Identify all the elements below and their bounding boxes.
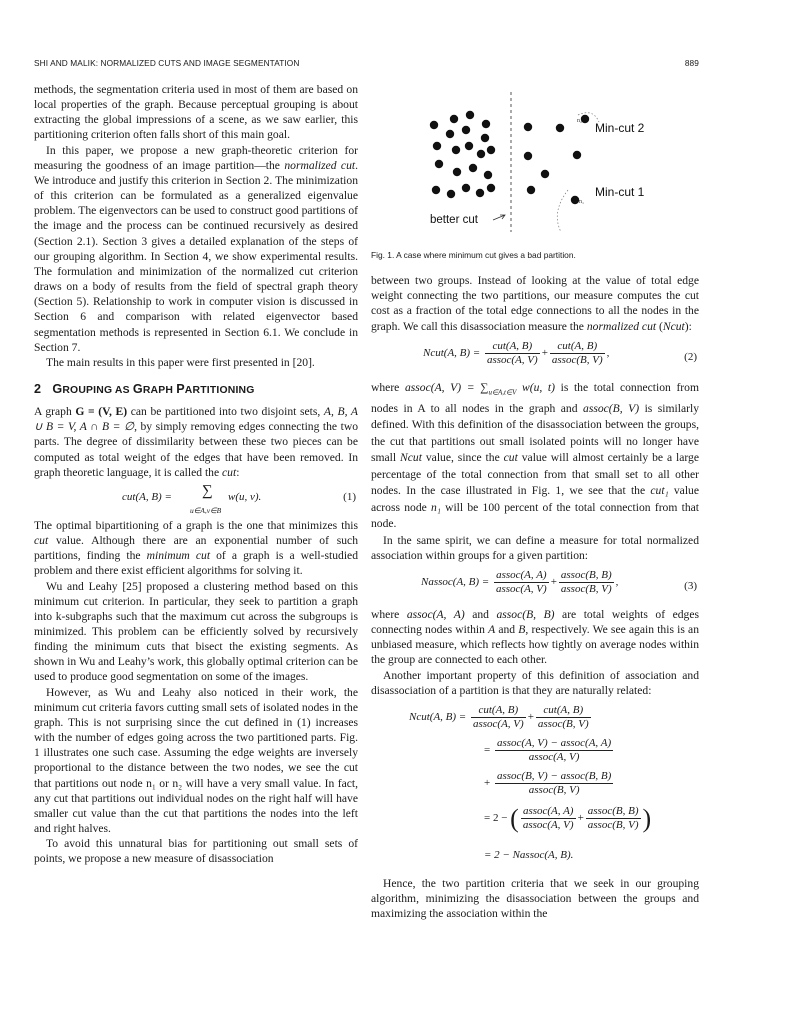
paragraph: To avoid this unnatural bias for partitioning out small sets of points, we propose a new measure of disassociation — [34, 837, 358, 866]
paragraph: In the same spirit, we can define a measure for total normalized association within groups for a given partition: — [371, 533, 699, 562]
min-cut-1-line — [557, 190, 568, 232]
section-heading: 2 GROUPING AS GRAPH PARTITIONING — [34, 381, 255, 396]
right-column — [371, 82, 699, 921]
figure-1 — [371, 82, 699, 242]
n1-label: n₁ — [579, 199, 585, 205]
paragraph: where assoc(A, A) and assoc(B, B) are total weights of edges connecting nodes within A and B, respectively. We see again this is an unbiased measure, which reflects how tightly on average nodes within the group are connected to each other. — [371, 607, 699, 667]
n2-label: n₂ — [577, 118, 583, 124]
paragraph: Wu and Leahy [25] proposed a clustering method based on this minimum cut criterion. In particular, they seek to partition a graph into k-subgraphs such that the maximum cut across the subgroups is minimized. This problem can be efficiently solved by recursively finding the minimum cuts that bisect the existing segments. As shown in Wu and Leahy’s work, this globally optimal criterion can be used to produce good segmentation on some of the images. — [34, 579, 358, 684]
right-node-cluster — [524, 115, 589, 204]
page-number: 889 — [684, 58, 699, 68]
paragraph: methods, the segmentation criteria used in most of them are based on local properties of the graph. Because perceptual grouping is about extracting the global impressions of a scene, as we saw earlier, this partitioning criterion often falls short of this main goal. — [34, 83, 358, 142]
paragraph: In this paper, we propose a new graph-theoretic criterion for measuring the goodness of an image partition—the normalized cut. We introduce and justify this criterion in Section 2. The minimization of this criterion can be formulated as a generalized eigenvalue problem. The eigenvectors can be used to construct good partitions of the image and the process can be continued recursively as desired (Section 2.1). Section 3 gives a detailed explanation of the steps of our grouping algorithm. In Section 4, we show experimental results. The formulation and minimization of the normalized cut criterion draws on a body of results from the field of spectral graph theory (Section 5). Relationship to work in computer vision is discussed in Section 6 and comparison with related eigenvector based segmentation methods is represented in Section 6.1. We conclude in Section 7. — [34, 143, 358, 354]
paragraph: The optimal bipartitioning of a graph is the one that minimizes this cut value. Although there are an exponential number of such partitions, finding the minimum cut of a graph is a well-studied problem and there exist efficient algorithms for solving it. — [34, 518, 358, 578]
paragraph: between two groups. Instead of looking at the value of total edge weight connecting the two partitions, our measure computes the cut cost as a fraction of the total edge connections to all the nodes in the graph. We call this disassociation measure the normalized cut (Ncut): — [371, 274, 699, 333]
derivation: Ncut(A, B) = $\frac{\text{cut(A, B)}}{\text{assoc(A, V)}}$ + $\frac{\text{cut(A, B)}}{\text{assoc(B, V)}}$ = $\frac{\text{assoc(A, V) − assoc(A, A)}}{\text{assoc(A, V)}}$ + $\frac{\text{assoc(B, V) − assoc(B, B)}}{\text{assoc(B, V)}}$ = 2 − ( $\frac{\text{assoc(A, A)}}{\text{assoc(A, V)}}$ + $\frac{\text{assoc(B, B)}}{\text{assoc(B, V)}}$ ) = 2 − Nassoc(A, B). — [409, 703, 652, 861]
running-head: SHI AND MALIK: NORMALIZED CUTS AND IMAGE SEGMENTATION — [34, 58, 300, 68]
better-cut-label: better cut — [430, 214, 478, 226]
equation-3: Nassoc(A, B) = $\frac{\text{assoc(A, A)}}{\text{assoc(A, V)}}$ + $\frac{\text{assoc(B, B)}}{\text{assoc(B, V)}}$ , (3) — [421, 568, 697, 595]
left-node-cluster — [430, 111, 495, 198]
equation-1: cut(A, B) = ∑ u∈A,v∈B w(u, v). (1) — [122, 482, 356, 515]
equation-2: Ncut(A, B) = $\frac{\text{cut(A, B)}}{\text{assoc(A, V)}}$ + $\frac{\text{cut(A, B)}}{\text{assoc(B, V)}}$ , (2) — [423, 339, 697, 366]
paragraph: where assoc(A, $V) = \sum_{u\in A,t\in V}$ w(u, t) is the total connection from nodes in A to all nodes in the graph and assoc(B, V) is similarly defined. With this definition of the disassociation between the groups, the cut that partitions out small isolated points will no longer have small Ncut value, since the cut value will almost certainly be a large percentage of the total connection from that small set to all other nodes. In the case illustrated in Fig. 1, we see that the cut₁ value across node n₁ will be 100 percent of the total connection from that node. — [371, 380, 700, 531]
paragraph: Hence, the two partition criteria that we seek in our grouping algorithm, minimizing the disassociation between the groups and maximizing the association within the — [371, 876, 699, 921]
min-cut-2-label: Min-cut 2 — [595, 121, 645, 135]
figure-caption: Fig. 1. A case where minimum cut gives a bad partition. — [371, 250, 576, 260]
running-header — [34, 58, 699, 68]
paragraph: The main results in this paper were first presented in [20]. — [46, 355, 315, 369]
better-cut-arrow — [493, 215, 505, 220]
min-cut-1-label: Min-cut 1 — [595, 185, 645, 199]
paragraph: However, as Wu and Leahy also noticed in their work, the minimum cut criteria favors cutting small sets of isolated nodes in the graph. This is not surprising since the cut defined in (1) increases with the number of edges going across the two partitioned parts. Fig. 1 illustrates one such case. Assuming the edge weights are inversely proportional to the distance between the two nodes, we see the cut that partitions out node n₁ or n₂ will have a very small value. In fact, any cut that partitions out individual nodes on the right half will have smaller cut value than the cut that partitions the nodes into the left and right halves. — [34, 685, 358, 836]
left-column — [34, 82, 358, 867]
paragraph: A graph G = (V, E) can be partitioned into two disjoint sets, A, B, A ∪ B = V, A ∩ B = ∅, by simply removing edges connecting the two parts. The degree of dissimilarity between these two pieces can be computed as total weight of the edges that have been removed. In graph theoretic language, it is called the cut: — [34, 405, 358, 479]
min-cut-figure — [371, 82, 699, 242]
paragraph: Another important property of this definition of association and disassociation of a partition is that they are naturally related: — [371, 668, 699, 697]
